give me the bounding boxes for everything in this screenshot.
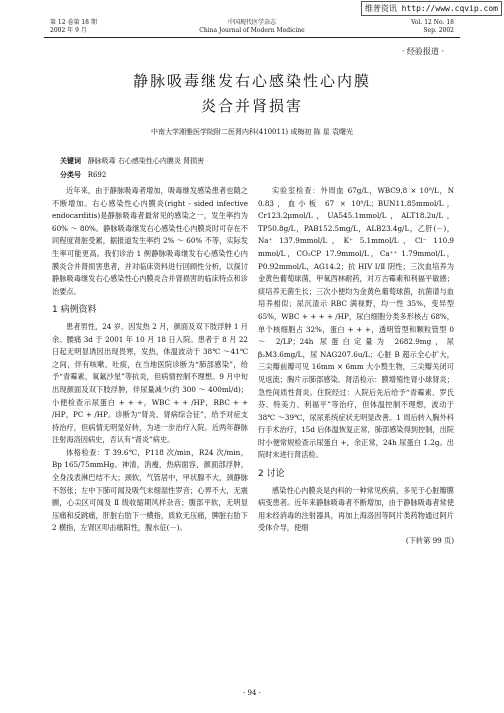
journal-volume-en (411, 19, 454, 35)
intro-paragraph: 近年来，由于静脉吸毒者增加，吸毒继发感染患者也随之不断增加。右心感染性心内膜炎(right - sided infective endocarditis)是静脉吸毒者最常见的感染之一，发生率约为 60% ～ 80%。静脉吸毒继发右心感染性心内膜炎时可存在不同程度肾脏受累，据报道发生率约 2% ～ 60% 不等，实际发生率可能更高。我们诊治 1 例静脉吸毒继发右心感染性心内膜炎合并肾损害患者，并对临床资料进行回顾性分析，以探讨静脉吸毒继发右心感染性心内膜炎合并肾损害的临床特点和诊治要点。 (52, 186, 248, 296)
article-title-line2: 炎合并肾损害 (200, 97, 303, 115)
journal-name-cn: 中国现代医学杂志 (227, 19, 276, 26)
article-title-line1: 静脉吸毒继发右心感染性心内膜 (132, 72, 371, 90)
watermark: 维普资讯 http://www.cqvip.com (361, 1, 502, 16)
journal-name-en: China Journal of Modern Medicine (199, 27, 305, 34)
volume-issue-en: Vol. 12 No. 18 (411, 19, 454, 26)
left-column (52, 185, 248, 535)
section-heading-case: 1 病例资料 (52, 305, 97, 316)
keywords-label: 关键词 (60, 157, 81, 165)
keywords-text: 静脉吸毒 右心感染性心内膜炎 肾损害 (87, 157, 205, 165)
section-heading-discussion: 2 讨论 (258, 469, 285, 480)
right-column (258, 185, 454, 548)
classification-label: 分类号 (60, 171, 81, 179)
continued-note: (下转第 99 页) (405, 536, 454, 546)
lab-results-paragraph: 实验室检查：外周血 67g/L，WBC9.8 × 10⁹/L，N 0.83，血小板 67 × 10⁹/L；BUN11.85mmol/L，Cr123.2μmol/L，UA545.1mmol/L，ALT18.2u/L，TP50.8g/L，PAB152.5mg/L，ALB23.4g/L，乙肝(－)，Na⁺ 137.9mmol/L，K⁺ 5.1mmol/L，Cl⁻ 110.9 mmol/L，CO₂CP 17.9mmol/L，Ca⁺⁺ 1.79mmol/L，P0.92mmol/L，AG14.2；抗 HIV Ⅰ/Ⅱ 阴性；三次血培养为金黄色葡萄球菌，甲氧西林耐药，对万古霉素和利福平敏感；痰培养无菌生长；三次小便均为金黄色葡萄球菌，抗菌谱与血培养相似；尿沉渣示 RBC 满视野，均一性 35%，变异型 65%，WBC + + + + /HP，尿白细胞分类多形核占 68%，单个核细胞占 32%，蛋白 + + +，透明管型和颗粒管型 0 ～ 2/LP；24h 尿蛋白定量为 2682.9mg，尿 β₂M3.6mg/L，尿 NAG207.6u/L；心脏 B 超示全心扩大，三尖瓣前瓣可见 16mm × 6mm 大小赘生物，三尖瓣关闭可见返流；胸片示肺部感染。肾活检示：膜增殖性肾小球肾炎；急性间质性肾炎。住院经过：入院后先后给予“青霉素、罗氏芬、特美力、利福平”等治疗，但体温控制不理想，波动于 38℃ ～39℃，尿尿系统症状无明显改善。1 周后转入胸外科行手术治疗，15d 后体温恢复正常，肺部感染得到控制，出院时小便常规检查示尿蛋白 +，余正常，24h 尿蛋白 1.2g。出院时未进行肾活检。 (258, 186, 454, 460)
publish-date-en: Sep. 2002 (423, 27, 454, 34)
physical-exam-paragraph: 体格检查：T 39.6℃，P118 次/min，R24 次/min，Bp 165/75mmHg。神清，消瘦，热病面容，颜面部浮肿，全身浅表淋巴结不大；颈软，气管居中，甲状腺不大，颈静脉不怒张；左中下肺可闻及吸气末细湿性罗音；心界不大，无震颤，心尖区可闻及 Ⅱ 级收缩期风样杂音；腹部平软，无明显压痛和反跳痛，肝脏右肋下一横指，质软无压痛，脾脏右肋下 2 横指，左肾区叩击痛阳性，腹水征(－)。 (52, 447, 248, 533)
keywords (60, 156, 204, 166)
authors: 中南大学湘雅医学院附二医肾内科(410011) 成梅初 陈 星 袁曙光 (150, 128, 354, 136)
publish-date: 2002 年 9 月 (50, 27, 87, 34)
header-rule (44, 37, 460, 38)
discussion-paragraph: 感染性心内膜炎是内科的一种常见疾病，多见于心脏瓣膜病变患者。近年来静脉吸毒者不断增加，由于静脉吸毒者常使用未经消毒的注射器具，再加上海洛因等阿片类药物通过阿片受体介导，使细 (258, 485, 454, 533)
volume-issue: 第 12 卷第 18 期 (50, 19, 97, 26)
case-history-paragraph: 患者男性，24 岁。因发热 2 月，颜面及双下肢浮肿 1 月余、腰痛 3d 于 2001 年 10 月 18 日入院。患者于 8 月 22 日起无明显诱因出现畏寒，发热，体温波动于 38℃ ～41℃之间，伴有咳嗽、吐痰，在当地医院诊断为“肺部感染”，给予“青霉素，氧氟沙星”等抗炎，但病情控制不理想。9 月中旬出现颜面及双下肢浮肿，伴尿量减少(约 300 ～ 400ml/d)；小便检查示尿蛋白 + + +，WBC + + /HP，RBC + + /HP，PC + /HP。诊断为“肾炎、肾病综合征”，给予对症支持治疗，但病情无明显好转，为进一步治疗入院。近两年静脉注射海洛因病史，否认有“肾炎”病史。 (52, 321, 248, 445)
classification-text: R692 (87, 171, 107, 179)
classification (60, 170, 106, 180)
page-number: · 94 · (243, 689, 261, 697)
section-tag: · 经验报道 · (401, 47, 444, 56)
